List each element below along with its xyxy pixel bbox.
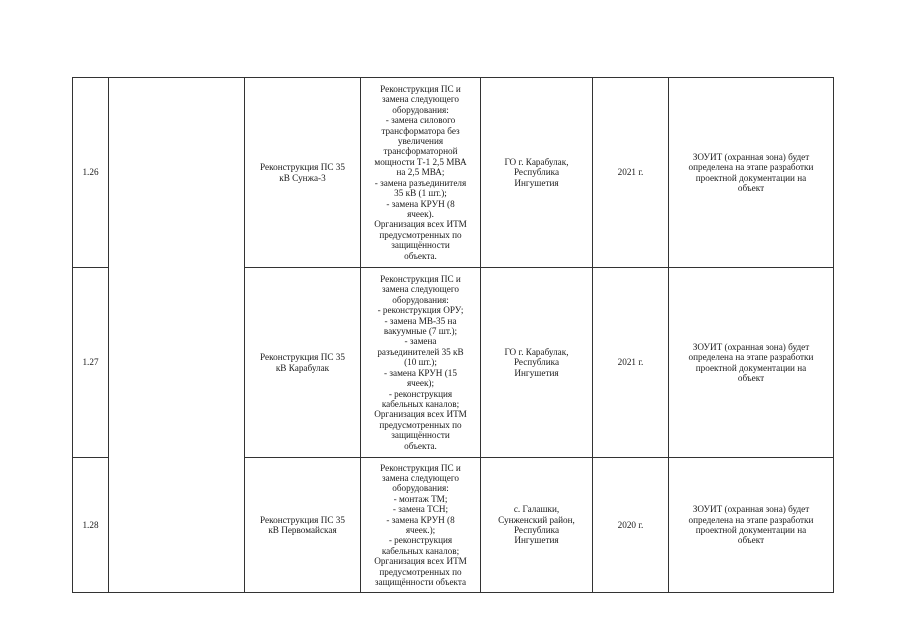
- note-line: определена на этапе разработки: [688, 162, 814, 173]
- object-name-cell: [245, 268, 361, 458]
- note-line: проектной документации на: [695, 525, 807, 535]
- year-cell: 2021 г.: [593, 268, 669, 458]
- works-line: защищённости: [391, 240, 450, 251]
- location-line: Ингушетия: [514, 367, 559, 378]
- works-line: Реконструкция ПС и: [380, 84, 461, 95]
- works-line: оборудования:: [392, 294, 449, 305]
- works-line: предусмотренных по: [379, 566, 462, 577]
- works-line: предусмотренных по: [379, 419, 462, 430]
- works-line: оборудования:: [392, 104, 449, 115]
- works-line: кабельных каналов;: [381, 545, 460, 556]
- works-line: - замена КРУН (8: [386, 514, 455, 525]
- note-line: проектной документации на: [695, 362, 807, 373]
- works-line: - замена КРУН (8: [386, 198, 455, 209]
- row-number: 1.28: [73, 458, 109, 593]
- works-line: замена следующего: [382, 284, 459, 295]
- works-line: (10 шт.);: [404, 357, 437, 368]
- works-line: ячеек);: [406, 378, 435, 389]
- object-name-cell: [245, 458, 361, 593]
- works-line: - реконструкция ОРУ;: [377, 305, 464, 316]
- note-line: ЗОУИТ (охранная зона) будет: [692, 504, 810, 515]
- works-line: на 2,5 МВА;: [396, 167, 445, 178]
- works-line: Реконструкция ПС и: [380, 462, 461, 473]
- works-line: оборудования:: [392, 483, 449, 494]
- note-line: объект: [737, 372, 765, 383]
- object-name-line: кВ Сунжа-3: [279, 172, 326, 183]
- location-line: Сунженский район,: [498, 514, 575, 525]
- works-line: Организация всех ИТМ: [374, 556, 467, 567]
- works-line: объекта.: [404, 250, 437, 261]
- table-row: [73, 78, 834, 268]
- works-line: предусмотренных по: [379, 229, 462, 240]
- object-name-line: Реконструкция ПС 35: [260, 162, 345, 173]
- note-line: ЗОУИТ (охранная зона) будет: [692, 341, 810, 352]
- object-name-line: кВ Первомайская: [268, 525, 337, 535]
- works-line: защищённости: [391, 430, 450, 441]
- works-line: защищённости объекта: [374, 577, 467, 588]
- works-line: Реконструкция ПС и: [380, 274, 461, 285]
- works-line: - замена КРУН (15: [384, 367, 457, 378]
- works-line: замена следующего: [382, 472, 459, 483]
- works-line: Организация всех ИТМ: [374, 409, 467, 420]
- works-line: - замена: [404, 336, 437, 347]
- works-line: объекта.: [404, 440, 437, 451]
- location-cell: [481, 458, 593, 593]
- works-line: - замена МВ-35 на: [384, 315, 457, 326]
- year-cell: 2021 г.: [593, 78, 669, 268]
- works-line: вакуумные (7 шт.);: [383, 326, 458, 337]
- works-line: разъединителей 35 кВ: [377, 346, 464, 357]
- works-line: трансформатора без: [381, 125, 460, 136]
- note-line: ЗОУИТ (охранная зона) будет: [692, 151, 810, 162]
- location-line: с. Галашки,: [513, 504, 560, 515]
- works-line: ячеек).: [407, 208, 434, 219]
- works-line: мощности Т-1 2,5 МВА: [374, 156, 467, 167]
- year-cell: 2020 г.: [593, 458, 669, 593]
- note-line: объект: [737, 182, 765, 193]
- note-line: определена на этапе разработки: [688, 352, 814, 363]
- note-line: объект: [737, 535, 765, 546]
- works-line: - замена ТСН;: [392, 504, 449, 515]
- location-line: Республика: [513, 167, 560, 178]
- location-line: Республика: [513, 357, 560, 368]
- works-line: кабельных каналов;: [381, 398, 460, 409]
- object-name-line: Реконструкция ПС 35: [260, 514, 345, 525]
- object-name-cell: [245, 78, 361, 268]
- works-cell: [361, 78, 481, 268]
- works-line: трансформаторной: [383, 146, 458, 157]
- works-line: увеличения: [397, 136, 444, 147]
- blank-cell: [109, 78, 245, 593]
- row-number: 1.27: [73, 268, 109, 458]
- works-line: - реконструкция: [388, 535, 453, 546]
- location-line: Ингушетия: [514, 177, 559, 188]
- location-line: Республика: [513, 525, 560, 535]
- note-cell: [669, 458, 834, 593]
- works-line: 35 кВ (1 шт.);: [394, 188, 447, 199]
- location-line: Ингушетия: [514, 535, 559, 546]
- location-line: ГО г. Карабулак,: [504, 156, 569, 167]
- row-number: 1.26: [73, 78, 109, 268]
- works-line: - замена разъединителя: [374, 177, 467, 188]
- works-line: - замена силового: [385, 115, 456, 126]
- works-line: - реконструкция: [388, 388, 453, 399]
- object-table: [72, 77, 834, 593]
- works-line: Организация всех ИТМ: [374, 219, 467, 230]
- location-cell: [481, 78, 593, 268]
- note-line: проектной документации на: [695, 172, 807, 183]
- works-cell: [361, 458, 481, 593]
- object-name-line: кВ Карабулак: [275, 362, 330, 373]
- works-line: ячеек.);: [405, 525, 436, 535]
- works-cell: [361, 268, 481, 458]
- works-line: замена следующего: [382, 94, 459, 105]
- note-cell: [669, 78, 834, 268]
- note-cell: [669, 268, 834, 458]
- object-name-line: Реконструкция ПС 35: [260, 352, 345, 363]
- works-line: - монтаж ТМ;: [393, 493, 448, 504]
- location-line: ГО г. Карабулак,: [504, 346, 569, 357]
- note-line: определена на этапе разработки: [688, 514, 814, 525]
- location-cell: [481, 268, 593, 458]
